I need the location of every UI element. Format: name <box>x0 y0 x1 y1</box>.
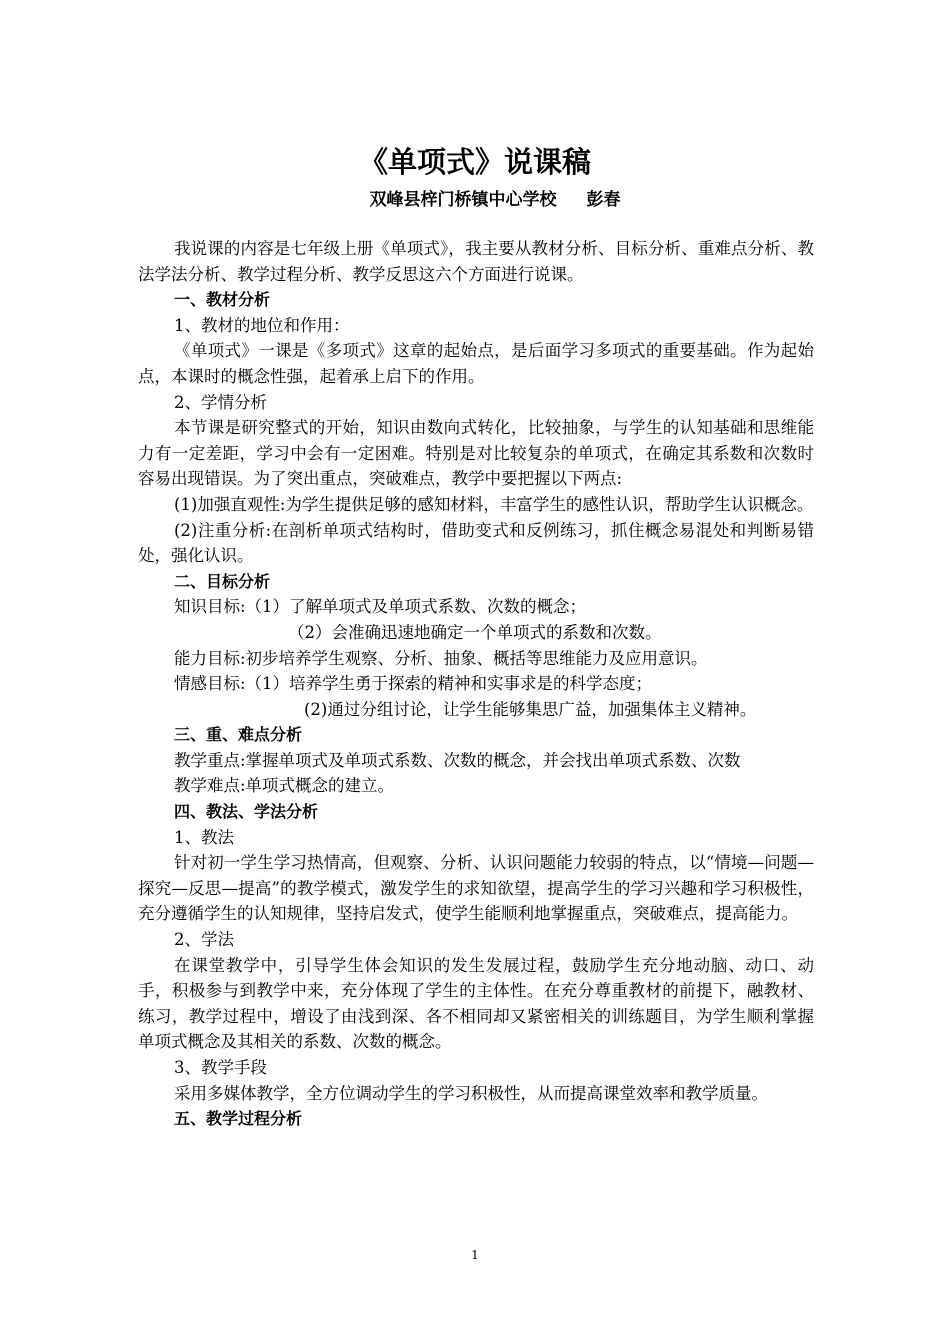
paragraph-4-2: 在课堂教学中，引导学生体会知识的发生发展过程，鼓励学生充分地动脑、动口、动手，积极参与到教学中来，充分体现了学生的主体性。在充分尊重教材的前提下，融教材、练习，教学过程中，增设了由浅到深、各不相同却又紧密相关的训练题目，为学生顺利掌握单项式概念及其相关的系数、次数的概念。 <box>138 955 814 1052</box>
paragraph-4-1: 针对初一学生学习热情高，但观察、分析、认识问题能力较弱的特点，以“情境—问题—探究—反思—提高”的教学模式，激发学生的求知欲望，提高学生的学习兴趣和学习积极性，充分遵循学生的认知规律，坚持启发式，使学生能顺利地掌握重点，突破难点，提高能力。 <box>138 853 814 924</box>
page-title: 《单项式》说课稿 <box>358 145 591 179</box>
knowledge-goal-2: （2）会准确迅速地确定一个单项式的系数和次数。 <box>288 622 662 642</box>
paragraph-1-4: (2)注重分析:在剖析单项式结构时，借助变式和反例练习，抓住概念易混处和判断易错处，强化认识。 <box>138 520 814 566</box>
ability-goal: 能力目标:初步培养学生观察、分析、抽象、概括等思维能力及应用意识。 <box>174 648 708 668</box>
intro-paragraph: 我说课的内容是七年级上册《单项式》，我主要从教材分析、目标分析、重难点分析、教法学法分析、教学过程分析、教学反思这六个方面进行说课。 <box>138 239 814 284</box>
teaching-key-point: 教学重点:掌握单项式及单项式系数、次数的概念，并会找出单项式系数、次数 <box>174 750 741 770</box>
emotion-goal-1: 情感目标:（1）培养学生勇于探索的精神和实事求是的科学态度； <box>174 674 653 694</box>
document-body <box>138 236 814 1132</box>
subheading-1-2: 2、学情分析 <box>174 392 267 412</box>
paragraph-4-3: 采用多媒体教学，全方位调动学生的学习积极性，从而提高课堂效率和教学质量。 <box>174 1083 768 1103</box>
section-heading-2: 二、目标分析 <box>174 571 271 591</box>
knowledge-goal-1: 知识目标:（1）了解单项式及单项式系数、次数的概念； <box>174 597 587 617</box>
author-school: 双峰县梓门桥镇中心学校 <box>369 190 557 210</box>
teaching-difficulty: 教学难点:单项式概念的建立。 <box>174 776 395 796</box>
paragraph-1-3: (1)加强直观性:为学生提供足够的感知材料，丰富学生的感性认识，帮助学生认识概念。 <box>174 494 814 514</box>
section-heading-3: 三、重、难点分析 <box>174 725 303 745</box>
subheading-4-3: 3、教学手段 <box>174 1058 267 1077</box>
paragraph-1-2: 本节课是研究整式的开始，知识由数向式转化，比较抽象，与学生的认知基础和思维能力有一定差距，学习中会有一定困难。特别是对比较复杂的单项式，在确定其系数和次数时容易出现错误。为了突出重点，突破难点，教学中要把握以下两点: <box>138 418 814 489</box>
subheading-4-2: 2、学法 <box>174 930 234 950</box>
emotion-goal-2: (2)通过分组讨论，让学生能够集思广益，加强集体主义精神。 <box>304 699 757 719</box>
author-name: 彭春 <box>586 190 621 210</box>
subheading-1-1: 1、教材的地位和作用： <box>174 315 350 335</box>
author-line <box>0 188 950 212</box>
section-heading-4: 四、教法、学法分析 <box>174 802 319 822</box>
section-heading-5: 五、教学过程分析 <box>174 1109 303 1129</box>
section-heading-1: 一、教材分析 <box>174 290 271 310</box>
subheading-4-1: 1、教法 <box>174 827 234 847</box>
paragraph-1-1: 《单项式》一课是《多项式》这章的起始点，是后面学习多项式的重要基础。作为起始点，本课时的概念性强，起着承上启下的作用。 <box>138 341 814 386</box>
page-number: 1 <box>471 1248 479 1262</box>
